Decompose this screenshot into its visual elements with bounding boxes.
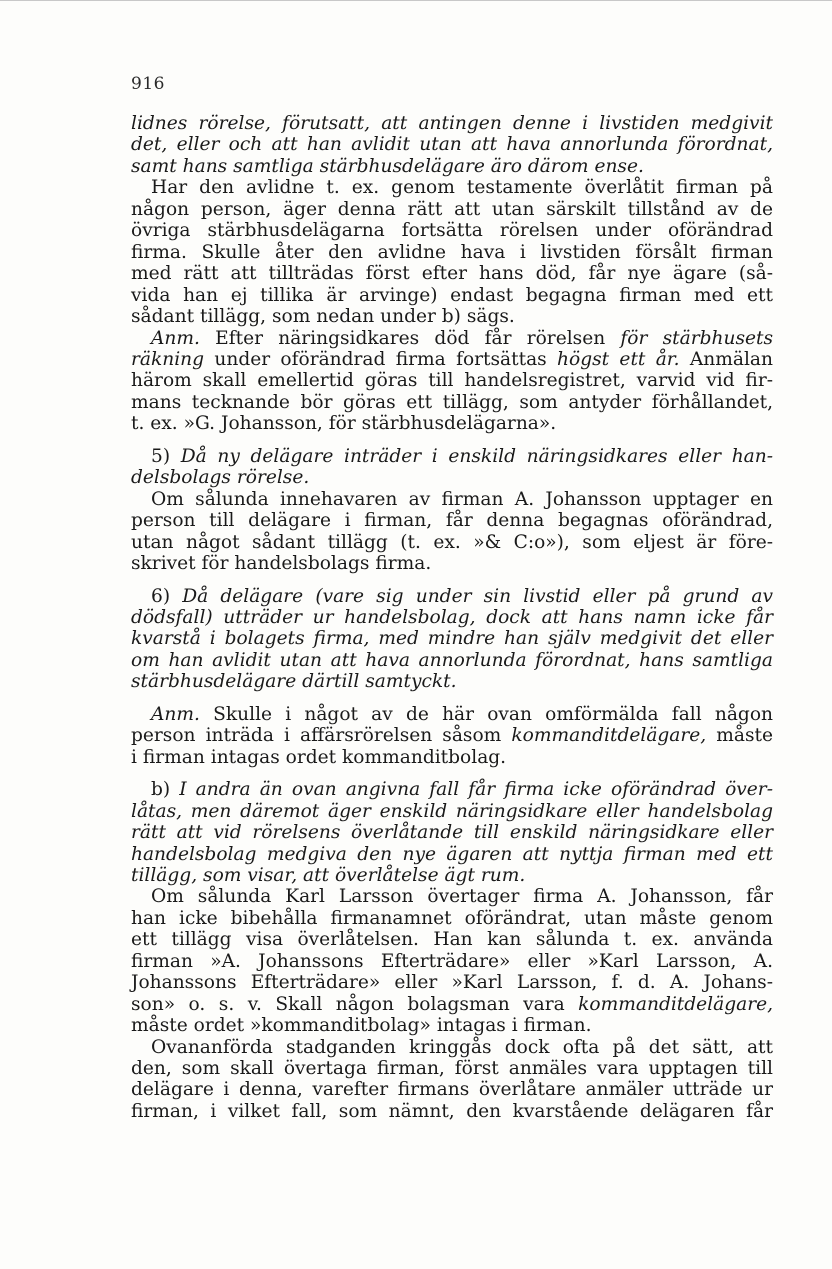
text-line — [131, 844, 773, 865]
italic-text: om han avlidit utan att hava annorlunda förordnat, hans samtliga — [131, 649, 773, 671]
text-line — [131, 413, 773, 434]
text-line — [131, 747, 773, 768]
text-line — [131, 263, 773, 284]
text-run: ett tillägg visa överlåtelsen. Han kan sålunda t. ex. använda — [131, 929, 773, 951]
text-run: b) — [151, 779, 180, 801]
text-line — [131, 113, 773, 134]
italic-text: kvarstå i bolagets firma, med mindre han själv medgivit det eller — [131, 628, 773, 650]
text-run: Efter näringsidkares död får rörelsen — [199, 327, 621, 349]
text-line — [131, 886, 773, 907]
text-run: härom skall emellertid göras till handelsregistret, varvid vid fir- — [131, 370, 773, 392]
text-line — [131, 370, 773, 391]
text-run: måste ordet »kommanditbolag» intagas i firman. — [131, 1015, 592, 1037]
text-run: måste — [706, 725, 773, 747]
text-run: skrivet för handelsbolags firma. — [131, 553, 432, 575]
text-line — [131, 725, 773, 746]
text-run: övriga stärbhusdelägarna fortsätta rörelsen under oförändrad — [131, 220, 773, 242]
text-line — [131, 532, 773, 553]
text-run: 6) — [151, 585, 183, 607]
italic-text: räkning — [131, 348, 205, 370]
text-run: firman, i vilket fall, som nämnt, den kvarstående delägaren får — [131, 1100, 773, 1122]
text-line — [131, 972, 773, 993]
paragraph — [131, 489, 773, 575]
text-line — [131, 328, 773, 349]
text-line — [131, 489, 773, 510]
paragraph — [131, 328, 773, 435]
italic-text: Då delägare (vare sig under sin livstid eller på grund av — [182, 585, 774, 607]
italic-text: I andra än ovan angivna fall får firma icke oförändrad över- — [179, 779, 773, 801]
text-line — [131, 177, 773, 198]
text-line — [131, 553, 773, 574]
text-line — [131, 908, 773, 929]
text-run: han icke bibehålla firmanamnet oförändrat, utan måste genom — [131, 907, 773, 929]
text-run: son» o. s. v. Skall någon bolagsman vara — [131, 993, 579, 1015]
text-run: Johanssons Efterträdare» eller »Karl Larsson, f. d. A. Johans- — [131, 972, 773, 994]
italic-text: lidnes rörelse, förutsatt, att antingen denne i livstiden medgivit — [131, 113, 773, 134]
text-line — [131, 510, 773, 531]
text-line — [131, 1015, 773, 1036]
text-line — [131, 220, 773, 241]
italic-text: dödsfall) utträder ur handelsbolag, dock att hans namn icke får — [131, 606, 773, 628]
text-run: någon person, äger denna rätt att utan särskilt tillstånd av de — [131, 198, 773, 220]
paragraph — [131, 177, 773, 327]
text-line — [131, 446, 773, 467]
paragraph-gap — [131, 768, 773, 779]
text-line — [131, 156, 773, 177]
paragraph — [131, 779, 773, 886]
italic-text: samt hans samtliga stärbhusdelägare äro därom ense. — [131, 155, 644, 177]
text-line — [131, 467, 773, 488]
text-run: Har den avlidne t. ex. genom testamente överlåtit firman på — [151, 177, 773, 199]
italic-text: det, eller och att han avlidit utan att hava annorlunda förordnat, — [131, 134, 773, 156]
text-run: 5) — [151, 445, 181, 467]
italic-text: delsbolags rörelse. — [131, 467, 310, 489]
text-line — [131, 994, 773, 1015]
text-run: Skulle i något av de här ovan omförmälda fall någon — [199, 703, 773, 725]
text-line — [131, 306, 773, 327]
text-line — [131, 704, 773, 725]
text-run: med rätt att tillträdas först efter hans död, får nye ägare (så- — [131, 263, 773, 285]
paragraph — [131, 586, 773, 693]
italic-text: högst ett år. — [557, 348, 680, 370]
text-line — [131, 586, 773, 607]
paragraph — [131, 446, 773, 489]
italic-text: låtas, men däremot äger enskild näringsidkare eller handelsbolag — [131, 800, 773, 822]
text-run: vida han ej tillika är arvinge) endast begagna firman med ett — [131, 284, 773, 306]
text-line — [131, 929, 773, 950]
text-line — [131, 1037, 773, 1058]
italic-text: rätt att vid rörelsens överlåtande till enskild näringsidkare eller — [131, 822, 773, 844]
text-line — [131, 1101, 773, 1122]
text-line — [131, 285, 773, 306]
text-line — [131, 607, 773, 628]
paragraph-gap — [131, 435, 773, 446]
italic-text: kommanditdelägare, — [578, 993, 773, 1015]
italic-text: tillägg, som visar, att överlåtelse ägt rum. — [131, 864, 526, 886]
text-run: Om sålunda innehavaren av firman A. Johansson upptager en — [151, 488, 773, 510]
italic-text: kommanditdelägare, — [511, 725, 707, 747]
text-line — [131, 650, 773, 671]
text-line — [131, 1079, 773, 1100]
paragraph — [131, 113, 773, 177]
text-line — [131, 628, 773, 649]
text-line — [131, 349, 773, 370]
text-line — [131, 1058, 773, 1079]
body-text — [131, 113, 773, 1122]
text-line — [131, 801, 773, 822]
text-line — [131, 199, 773, 220]
text-run: under oförändrad firma fortsättas — [204, 348, 558, 370]
text-run: sådant tillägg, som nedan under b) sägs. — [131, 306, 515, 328]
italic-text: Anm. — [151, 703, 200, 725]
text-run: firma. Skulle åter den avlidne hava i livstiden försålt firman — [131, 241, 773, 263]
italic-text: Anm. — [151, 327, 200, 349]
text-run: mans tecknande bör göras ett tillägg, som antyder förhållandet, — [131, 391, 773, 413]
text-run: Om sålunda Karl Larsson övertager firma A. Johansson, får — [151, 886, 773, 908]
text-line — [131, 865, 773, 886]
text-run: i firman intagas ordet kommanditbolag. — [131, 746, 507, 768]
text-run: t. ex. »G. Johansson, för stärbhusdelägarna». — [131, 413, 557, 435]
text-run: delägare i denna, varefter firmans överlåtare anmäler utträde ur — [131, 1079, 773, 1101]
text-run: Ovananförda stadganden kringgås dock ofta på det sätt, att — [151, 1036, 773, 1058]
italic-text: handelsbolag medgiva den nye ägaren att nyttja firman med ett — [131, 843, 773, 865]
text-line — [131, 242, 773, 263]
italic-text: för stärbhusets — [620, 327, 774, 349]
italic-text: stärbhusdelägare därtill samtyckt. — [131, 671, 457, 693]
text-run: person till delägare i firman, får denna begagnas oförändrad, — [131, 510, 773, 532]
page-number: 916 — [131, 74, 165, 94]
text-line — [131, 134, 773, 155]
text-run: den, som skall övertaga firman, först anmäles vara upptagen till — [131, 1058, 773, 1080]
paragraph-gap — [131, 693, 773, 704]
text-line — [131, 951, 773, 972]
paragraph — [131, 1037, 773, 1123]
text-run: Anmälan — [679, 348, 773, 370]
paragraph — [131, 704, 773, 768]
text-run: firman »A. Johanssons Efterträdare» eller »Karl Larsson, A. — [131, 950, 773, 972]
text-line — [131, 671, 773, 692]
text-run: utan något sådant tillägg (t. ex. »& C:o»), som eljest är före- — [131, 531, 773, 553]
paragraph-gap — [131, 575, 773, 586]
text-line — [131, 392, 773, 413]
page-top-edge — [0, 0, 832, 1]
italic-text: Då ny delägare inträder i enskild näringsidkares eller han- — [180, 445, 774, 467]
text-run: person inträda i affärsrörelsen såsom — [131, 725, 512, 747]
text-line — [131, 822, 773, 843]
text-line — [131, 779, 773, 800]
paragraph — [131, 886, 773, 1036]
